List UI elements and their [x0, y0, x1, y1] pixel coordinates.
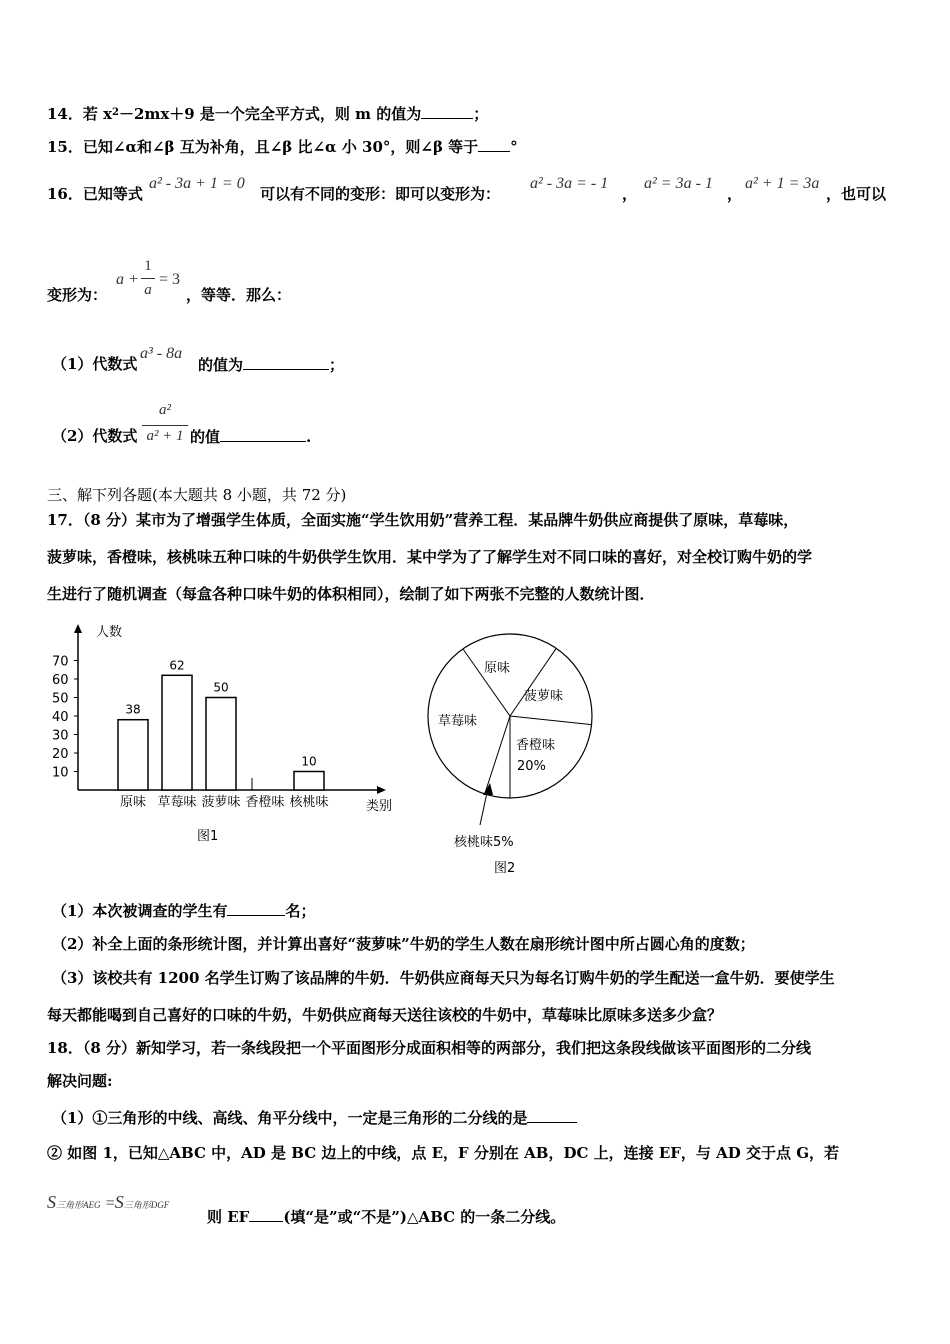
answer-blank[interactable] [220, 426, 306, 442]
slice-divider [510, 648, 556, 716]
y-tick-label: 40 [52, 710, 69, 725]
frac-den: a [144, 282, 152, 298]
bar-4 [294, 772, 324, 791]
frac-lhs: a + [116, 271, 139, 288]
question-17-line2: 菠萝味，香橙味，核桃味五种口味的牛奶供学生饮用．某中学为了了解学生对不同口味的喜好，对全校订购牛奶的学 [47, 548, 813, 566]
question-18-line2: 解决问题: [47, 1072, 113, 1090]
frac-num: a² [159, 402, 171, 418]
frac-rhs: = 3 [159, 271, 181, 288]
equation: a² - 3a = - 1 [530, 175, 609, 192]
question-16-line1: 16．已知等式 [47, 185, 143, 203]
x-axis-label: 类别 [366, 799, 393, 814]
q17-part3-line1: （3）该校共有 1200 名学生订购了该品牌的牛奶．牛奶供应商每天只为每名订购牛奶的学生配送一盒牛奶．要使学生 [52, 969, 835, 987]
pie-label: 香橙味 [516, 738, 556, 753]
slice-divider [510, 716, 592, 725]
y-tick-label: 30 [52, 728, 69, 744]
section-heading: 三、解下列各题(本大题共 8 小题，共 72 分) [47, 486, 347, 504]
area-equation: S三角形AEG =S三角形DGF [47, 1192, 170, 1212]
question-15: 15．已知∠α和∠β 互为补角，且∠β 比∠α 小 30°，则∠β 等于 ° [47, 138, 518, 156]
bar-2 [206, 698, 236, 791]
question-16-line2: 变形为： [47, 286, 108, 304]
pie-chart [420, 620, 600, 880]
q17-part2: （2）补全上面的条形统计图，并计算出喜好“菠萝味”牛奶的学生人数在扇形统计图中所占圆心角的度数； [52, 935, 755, 953]
bar-1 [162, 675, 192, 790]
bar-value-label: 38 [125, 702, 141, 717]
answer-blank[interactable] [243, 354, 329, 370]
question-16-mid: 可以有不同的变形：即可以变形为： [260, 185, 501, 203]
bar-0 [118, 720, 148, 790]
x-axis-arrow [377, 786, 386, 794]
frac-den: a² + 1 [146, 428, 184, 444]
q16-part2: （2）代数式 [52, 427, 138, 445]
answer-blank[interactable] [527, 1107, 577, 1123]
y-axis-label: 人数 [96, 625, 123, 640]
frac-num: 1 [144, 258, 152, 274]
y-tick-label: 10 [52, 765, 69, 781]
pie-label: 原味 [484, 661, 511, 676]
q18-part2-tail: 则 EF (填“是”或“不是”)△ABC 的一条二分线。 [207, 1208, 566, 1226]
category-label: 草莓味 [157, 795, 197, 810]
y-tick-label: 70 [52, 654, 69, 670]
pie-callout-label: 核桃味5% [454, 835, 514, 850]
answer-blank[interactable] [249, 1206, 283, 1222]
question-17-line1: 17．（8 分）某市为了增强学生体质，全面实施“学生饮用奶”营养工程．某品牌牛奶供应商提供了原味，草莓味， [47, 511, 799, 529]
bar-chart [40, 618, 410, 848]
question-17-line3: 生进行了随机调查（每盒各种口味牛奶的体积相同），绘制了如下两张不完整的人数统计图． [47, 585, 655, 603]
bar-value-label: 62 [169, 658, 185, 673]
pie-label: 草莓味 [438, 714, 478, 729]
bar-value-label: 50 [213, 680, 229, 695]
equation: a² - 3a + 1 = 0 [149, 175, 245, 192]
answer-blank[interactable] [227, 900, 285, 916]
slice-divider [485, 716, 510, 794]
equation: a² + 1 = 3a [745, 175, 820, 192]
q18-part2: ② 如图 1，已知△ABC 中，AD 是 BC 边上的中线，点 E，F 分别在 AB，DC 上，连接 EF，与 AD 交于点 G，若 [47, 1144, 840, 1162]
question-14: 14．若 $x^2-2mx+9$ 是一个完全平方式，则 m 的值为 ； [47, 105, 489, 123]
q16-part1: （1）代数式 [52, 355, 138, 373]
answer-blank[interactable] [478, 136, 510, 152]
frac-bar [141, 278, 155, 279]
answer-blank[interactable] [421, 103, 473, 119]
chart-caption: 图2 [494, 861, 516, 876]
category-label: 原味 [119, 795, 147, 810]
pie-percent: 20% [517, 759, 546, 774]
chart-caption: 图1 [197, 829, 219, 844]
expression: a³ - 8a [140, 345, 183, 362]
equation: a² = 3a - 1 [644, 175, 713, 192]
y-tick-label: 20 [52, 747, 69, 762]
bar-value-label: 10 [301, 754, 317, 769]
y-tick-label: 60 [52, 673, 69, 688]
category-label: 菠萝味 [201, 795, 241, 810]
y-axis-arrow [74, 624, 82, 633]
q17-part3-line2: 每天都能喝到自己喜好的口味的牛奶，牛奶供应商每天送往该校的牛奶中，草莓味比原味多送多少盒？ [47, 1006, 723, 1024]
pie-label: 菠萝味 [524, 689, 564, 704]
y-tick-label: 50 [52, 691, 69, 707]
slice-divider [463, 649, 510, 716]
q18-part1: （1）①三角形的中线、高线、角平分线中，一定是三角形的二分线的是 [52, 1107, 577, 1128]
frac-bar [142, 425, 188, 426]
q17-part1: （1）本次被调查的学生有 名； [52, 902, 316, 920]
question-18-line1: 18．（8 分）新知学习，若一条线段把一个平面图形分成面积相等的两部分，我们把这条段线做该平面图形的二分线 [47, 1039, 812, 1057]
category-label: 香橙味 [245, 795, 285, 810]
category-label: 核桃味 [289, 795, 329, 810]
